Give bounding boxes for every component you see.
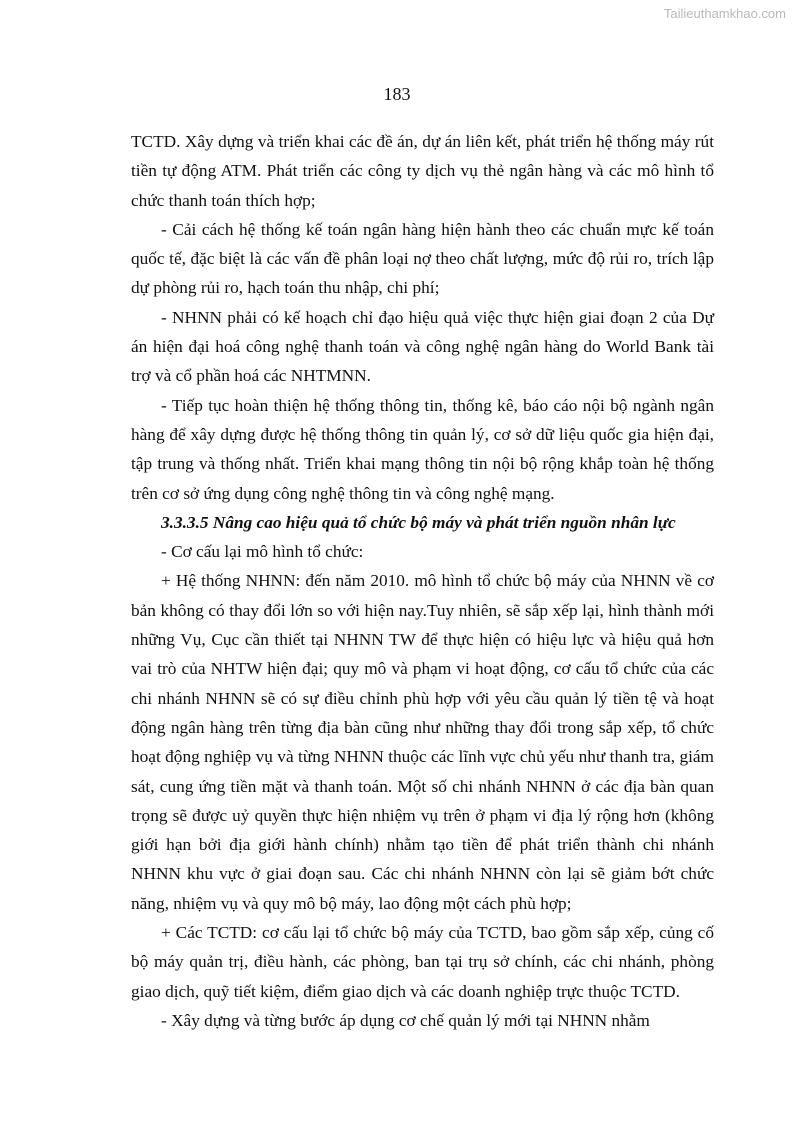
paragraph: TCTD. Xây dựng và triển khai các đề án, dự án liên kết, phát triển hệ thống máy rút tiền tự động ATM. Phát triển các công ty dịch vụ thẻ ngân hàng và các mô hình tổ chức thanh toán thích hợp; <box>131 132 714 210</box>
section-heading: 3.3.3.5 Nâng cao hiệu quả tổ chức bộ máy và phát triển nguồn nhân lực <box>161 512 676 532</box>
paragraph: - Cơ cấu lại mô hình tổ chức: <box>161 542 364 562</box>
page-number: 183 <box>383 84 411 104</box>
paragraph: - Tiếp tục hoàn thiện hệ thống thông tin, thống kê, báo cáo nội bộ ngành ngân hàng để xây dựng được hệ thống thông tin quản lý, cơ sở dữ liệu quốc gia hiện đại, tập trung và thống nhất. Triển khai mạng thông tin nội bộ rộng khắp toàn hệ thống trên cơ sở ứng dụng công nghệ thông tin và công nghệ mạng. <box>131 395 714 503</box>
paragraph: + Các TCTD: cơ cấu lại tổ chức bộ máy của TCTD, bao gồm sắp xếp, củng cố bộ máy quản trị, điều hành, các phòng, ban tại trụ sở chính, các chi nhánh, phòng giao dịch, quỹ tiết kiệm, điểm giao dịch và các doanh nghiệp trực thuộc TCTD. <box>131 923 714 1001</box>
paragraph: - Xây dựng và từng bước áp dụng cơ chế quản lý mới tại NHNN nhằm <box>161 1010 650 1030</box>
watermark: Tailieuthamkhao.com <box>663 6 786 21</box>
paragraph: - NHNN phải có kế hoạch chỉ đạo hiệu quả việc thực hiện giai đoạn 2 của Dự án hiện đại hoá công nghệ thanh toán và công nghệ ngân hàng do World Bank tài trợ và cổ phần hoá các NHTMNN. <box>131 307 714 386</box>
paragraph: + Hệ thống NHNN: đến năm 2010. mô hình tổ chức bộ máy của NHNN về cơ bản không có thay đổi lớn so với hiện nay.Tuy nhiên, sẽ sắp xếp lại, hình thành mới những Vụ, Cục cần thiết tại NHNN TW để thực hiện có hiệu lực và hiệu quả hơn vai trò của NHTW hiện đại; quy mô và phạm vi hoạt động, cơ cấu tổ chức của các chi nhánh NHNN sẽ có sự điều chỉnh phù hợp với yêu cầu quản lý tiền tệ và hoạt động ngân hàng trên từng địa bàn cũng như những thay đổi trong sắp xếp, tổ chức hoạt động nghiệp vụ và từng NHNN thuộc các lĩnh vực chủ yếu như thanh tra, giám sát, cung ứng tiền mặt và thanh toán. Một số chi nhánh NHNN ở các địa bàn quan trọng sẽ được uỷ quyền thực hiện nhiệm vụ trên ở phạm vi địa lý rộng hơn (không giới hạn bởi địa giới hành chính) nhằm tạo tiền để phát triển thành chi nhánh NHNN khu vực ở giai đoạn sau. Các chi nhánh NHNN còn lại sẽ giảm bớt chức năng, nhiệm vụ và quy mô bộ máy, lao động một cách phù hợp; <box>131 571 714 913</box>
body-text <box>131 127 714 1035</box>
paragraph: - Cải cách hệ thống kế toán ngân hàng hiện hành theo các chuẩn mực kế toán quốc tế, đặc biệt là các vấn đề phân loại nợ theo chất lượng, mức độ rủi ro, trích lập dự phòng rủi ro, hạch toán thu nhập, chi phí; <box>131 219 714 298</box>
